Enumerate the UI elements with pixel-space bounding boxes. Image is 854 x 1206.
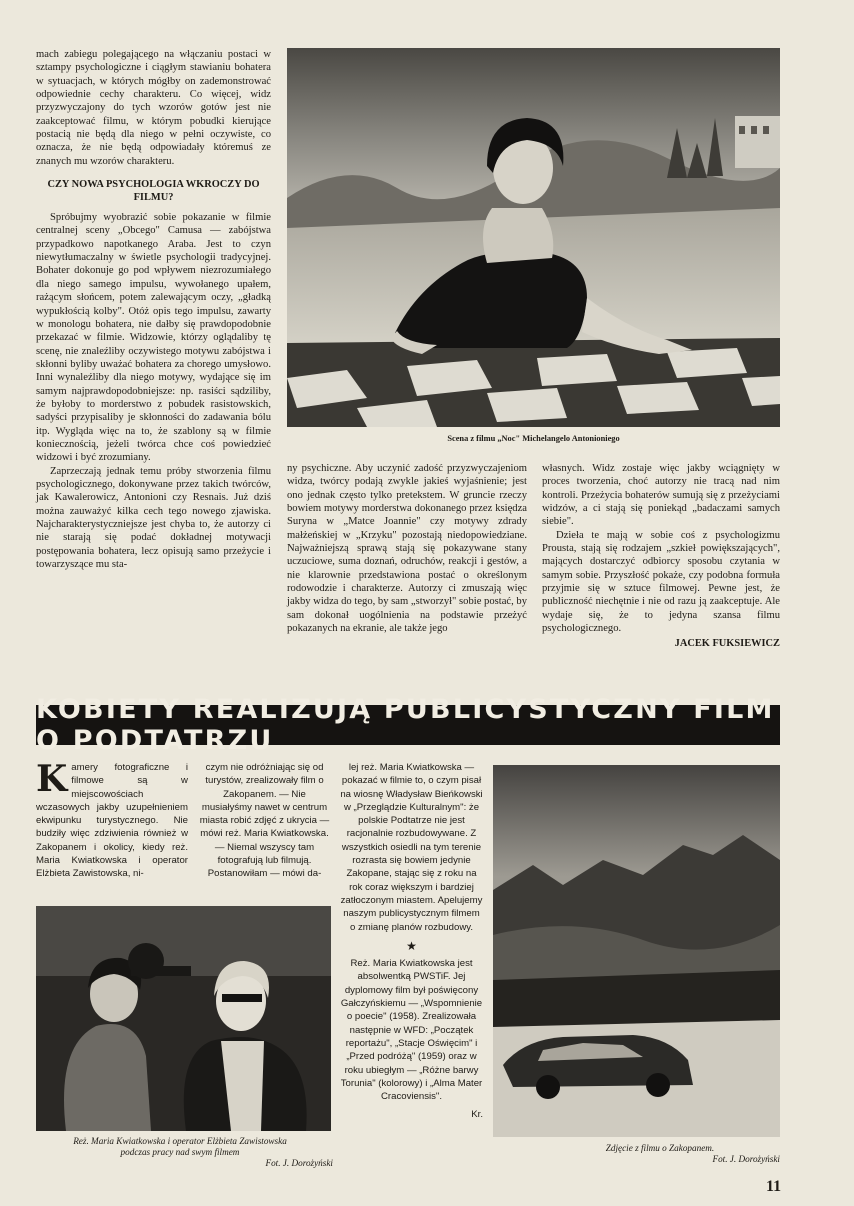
- article2-headline-banner: [36, 694, 780, 756]
- article2-column-3: [340, 761, 483, 1122]
- article1-author-signature: JACEK FUKSIEWICZ: [674, 638, 780, 650]
- article1-subheading: CZY NOWA PSYCHOLOGIA WKROCZY DO FILMU?: [47, 179, 260, 203]
- film-still-photo: [287, 48, 780, 427]
- article2-column-1: [36, 758, 188, 881]
- zakopane-photo-caption: Zdjęcie z filmu o Zakopanem.: [605, 1143, 715, 1153]
- article1-column-3-paragraph-1: własnych. Widz zostaje więc jakby wciągnięty w proces tworzenia, choć autorzy nie tracą nad nim kontroli. Przeżycia bohaterów sumują się z przeżyciami widzów, a ci stają się poniekąd „badaczami samych siebie".: [542, 463, 780, 528]
- dropcap-letter: K: [36, 758, 68, 800]
- article2-column-3-text-a: lej reż. Maria Kwiatkowska — pokazać w filmie to, o czym pisał na wiosnę Władysław Bieńkowski w „Przeglądzie Kulturalnym": że polskie Podtatrze nie jest racjonalnie rozbudowywane. Z wszystkich osiedli na tym terenie rozrasta się bowiem jedynie Zakopane, stając się z roku na rok coraz większym i bardziej zatłoczonym miastem. Apelujemy naszym publicystycznym filmem o zmianę planów rozbudowy.: [340, 762, 483, 933]
- filmmakers-photo: [36, 906, 331, 1131]
- article1-paragraph-2: Spróbujmy wyobrazić sobie pokazanie w filmie centralnej sceny „Obcego" Camusa — zabójstwa przypadkowo napotkanego Araba. Jest to czyn niewytłumaczalny w świetle psychologii tradycyjnej. Bohater dokonuje go pod wpływem niezrozumiałego dla niego samego impulsu, wywołanego upałem, rażącym słońcem, potem zalewającym oczy, „gładką wypukłością kolby". Otóż opis tego impulsu, zawarty w monologu bohatera, nie dałby się prawdopodobnie przekazać w filmie. Widzowie, którzy oglądaliby tę scenę, nie znaleźliby oczywistego motywu zabójstwa i skłonni byliby uważać bohatera za chorego umysłowo. Inni wynaleźliby dla niego motywy, wydające się im samym najprawdopodobniejsze: np. rasiści sądziliby, że byłoby to morderstwo z pobudek rasistowskich, sadyści przypisaliby je skłonności do zadawania bólu itp. Wygląda więc na to, że szablony są w filmie koniecznością, jeżeli twórca chce coś powiedzieć widzowi i być zrozumiany.: [36, 212, 271, 464]
- page-number: 11: [766, 1178, 782, 1195]
- article2-column-2-text: czym nie odróżniając się od turystów, zrealizowały film o Zakopanem. — Nie musiałyśmy nawet w centrum miasta robić zdjęć z ukrycia — mówi reż. Maria Kwiatkowska. — Niemal wszyscy tam fotografują lub filmują. Postanowiłam — mówi da-: [199, 762, 330, 880]
- zakopane-photo: [493, 765, 780, 1137]
- article1-column-2-text: ny psychiczne. Aby uczynić zadość przyzwyczajeniom widza, twórcy podają zwykle jakieś wyjaśnienie; jest ono jednak często tylko pretekstem. W gruncie rzeczy bowiem motywy morderstwa dokonanego przez księdza Suryna w „Matce Joannie" czy motywy zdrady małżeńskiej w „Krzyku" pozostają niedopowiedziane. Najważniejszą sprawą stają się pokazywane stany uczuciowe, suma doznań, odruchów, reakcji i gestów, a nie klarownie przedstawiona postać o określonym rodowodzie i charakterze. Autorzy ci zmuszają więc jakby widza do tego, by sam „stworzył" sobie postać, by sam dokonał uogólnienia na podstawie przeżyć pokazanych na ekranie, ale także jego: [287, 463, 527, 635]
- article2-author-initials: Kr.: [471, 1109, 483, 1121]
- article2-headline: KOBIETY REALIZUJĄ PUBLICYSTYCZNY FILM O PODTATRZU: [36, 694, 775, 756]
- article2-column-1-text: amery fotograficzne i filmowe są w miejscowościach wczasowych jakby uzupełnieniem ekwipunku turystycznego. Nie budziły więc zdziwienia również w Zakopanem i okolicy, kiedy reż. Maria Kwiatkowska i operator Elżbieta Zawistowska, ni-: [36, 762, 188, 880]
- article1-paragraph-1: mach zabiegu polegającego na włączaniu postaci w sztampy psychologiczne i ciągłym stawianiu bohatera w sytuacjach, w których mógłby on zademonstrować odpowiednie cechy charakteru. Co więcej, widz przyzwyczajony do tych wzorów gotów jest nie zaakceptować filmu, w którym pobudki kierujące postacią nie będą dla niego w pełni oczywiste, co oznacza, że nie będą odpowiadały któremuś ze znanych mu wzorów charakteru.: [36, 49, 271, 167]
- zakopane-image: [493, 765, 780, 1137]
- star-separator: ★: [406, 938, 417, 953]
- article1-column-3-paragraph-2: Dzieła te mają w sobie coś z psychologizmu Prousta, stają się rodzajem „szkieł powiększających", mających dostarczyć odbiorcy sposobu czytania w samym sobie. Przyszłość pokaże, czy podobna formuła przyjmie się w sztuce filmowej. Pewne jest, że publiczność niechętnie i nie od razu ją zaakceptuje. Ale wydaje się, że to jedyna szansa filmu psychologicznego.: [542, 529, 780, 635]
- filmmakers-photo-caption: Reż. Maria Kwiatkowska i operator Elżbieta Zawistowska podczas pracy nad swym filmem: [73, 1136, 287, 1157]
- film-still-caption: Scena z filmu „Noc" Michelangelo Antonioniego: [447, 434, 620, 443]
- filmmakers-image: [36, 906, 331, 1131]
- filmmakers-photo-credit: Fot. J. Dorożyński: [265, 1158, 333, 1168]
- article2-column-3-text-b: Reż. Maria Kwiatkowska jest absolwentką PWSTiF. Jej dyplomowy film był poświęcony Gałczyńskiemu — „Wspomnienie o poecie" (1958). Zrealizowała następnie w WFD: „Początek reportażu", „Stacje Oświęcim" i „Przed podróżą" (1959) oraz w roku ubiegłym — „Różne barwy Torunia" (kolorowy) i „Alma Mater Cracoviensis".: [340, 958, 483, 1103]
- film-still-image: [287, 48, 780, 427]
- article1-paragraph-3: Zaprzeczają jednak temu próby stworzenia filmu psychologicznego, dokonywane przez takich twórców, jak Kawalerowicz, Antonioni czy Resnais. Już dziś można zauważyć kilka cech tego nowego zjawiska. Najcharakterystyczniejsze jest chyba to, że autorzy ci nie starają się podać dokładnej motywacji postępowania bohatera, lecz opisują samo przeżycie i towarzyszące mu sta-: [36, 465, 271, 571]
- zakopane-photo-credit: Fot. J. Dorożyński: [712, 1154, 780, 1164]
- article2-column-2: [197, 761, 332, 881]
- article1-column-3: [542, 462, 780, 651]
- article1-column-1: [36, 48, 271, 571]
- article1-column-2: [287, 462, 527, 635]
